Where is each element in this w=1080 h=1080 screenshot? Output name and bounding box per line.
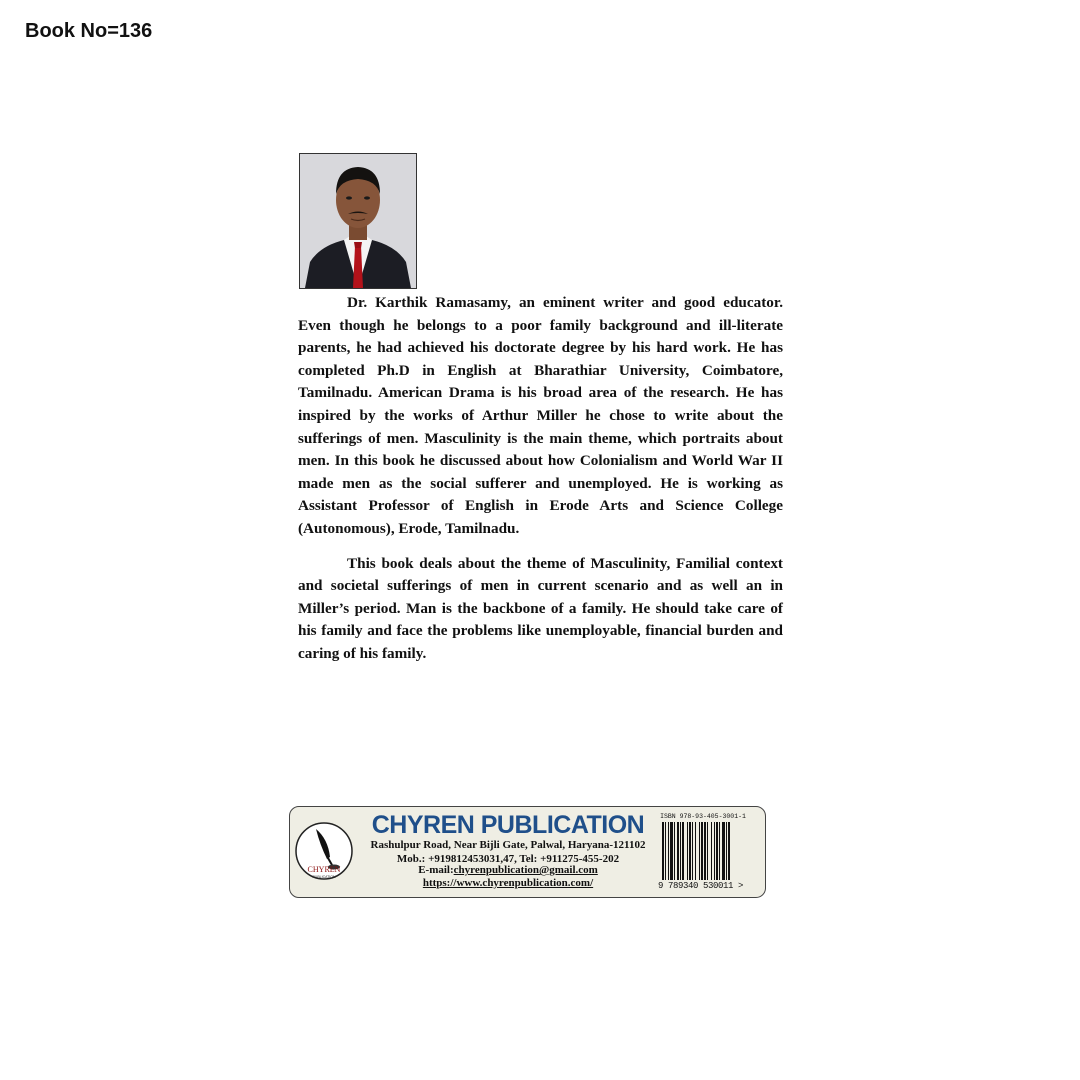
logo-text: CHYREN [307,865,341,874]
publisher-name: CHYREN PUBLICATION [371,811,645,839]
author-biography [298,292,783,666]
bio-paragraph: Dr. Karthik Ramasamy, an eminent writer and good educator. Even though he belongs to a poor family background and ill-literate parents, he had achieved his doctorate degree by his hard work. He has completed Ph.D in English at Bharathiar University, Coimbatore, Tamilnadu. American Drama is his broad area of the research. He has inspired by the works of Arthur Miller he chose to write about the sufferings of men. Masculinity is the main theme, which portraits about men. In this book he discussed about how Colonialism and World War II made men as the social sufferer and unemployed. He is working as Assistant Professor of English in Erode Arts and Science College (Autonomous), Erode, Tamilnadu. [298,294,783,537]
isbn-barcode [658,813,760,893]
publisher-website-link[interactable]: https://www.chyrenpublication.com/ [422,877,594,889]
barcode-icon [662,822,748,880]
publisher-panel [289,806,766,898]
email-label: E-mail: [418,864,454,876]
logo-subtext: PUBLICATION [312,875,336,879]
publisher-email-line [358,864,658,877]
publisher-address: Rashulpur Road, Near Bijli Gate, Palwal, Haryana-121102 [370,839,646,851]
publisher-phone: Mob.: +919812453031,47, Tel: +911275-455-202 [396,853,620,865]
quill-pen-icon [294,821,354,881]
isbn-label: ISBN 978-93-405-3001-1 [660,813,746,820]
publisher-email[interactable]: chyrenpublication@gmail.com [453,864,598,876]
publisher-logo [294,821,354,881]
author-photo [299,153,417,289]
book-number: Book No=136 [25,20,153,42]
isbn-digits: 9 789340 530011 > [658,881,744,891]
book-description-paragraph: This book deals about the theme of Masculinity, Familial context and societal sufferings of men in current scenario and as well an in Miller’s period. Man is the backbone of a family. He should take care of his family and face the problems like unemployable, financial burden and caring of his family. [298,554,783,662]
author-portrait-icon [300,154,416,288]
